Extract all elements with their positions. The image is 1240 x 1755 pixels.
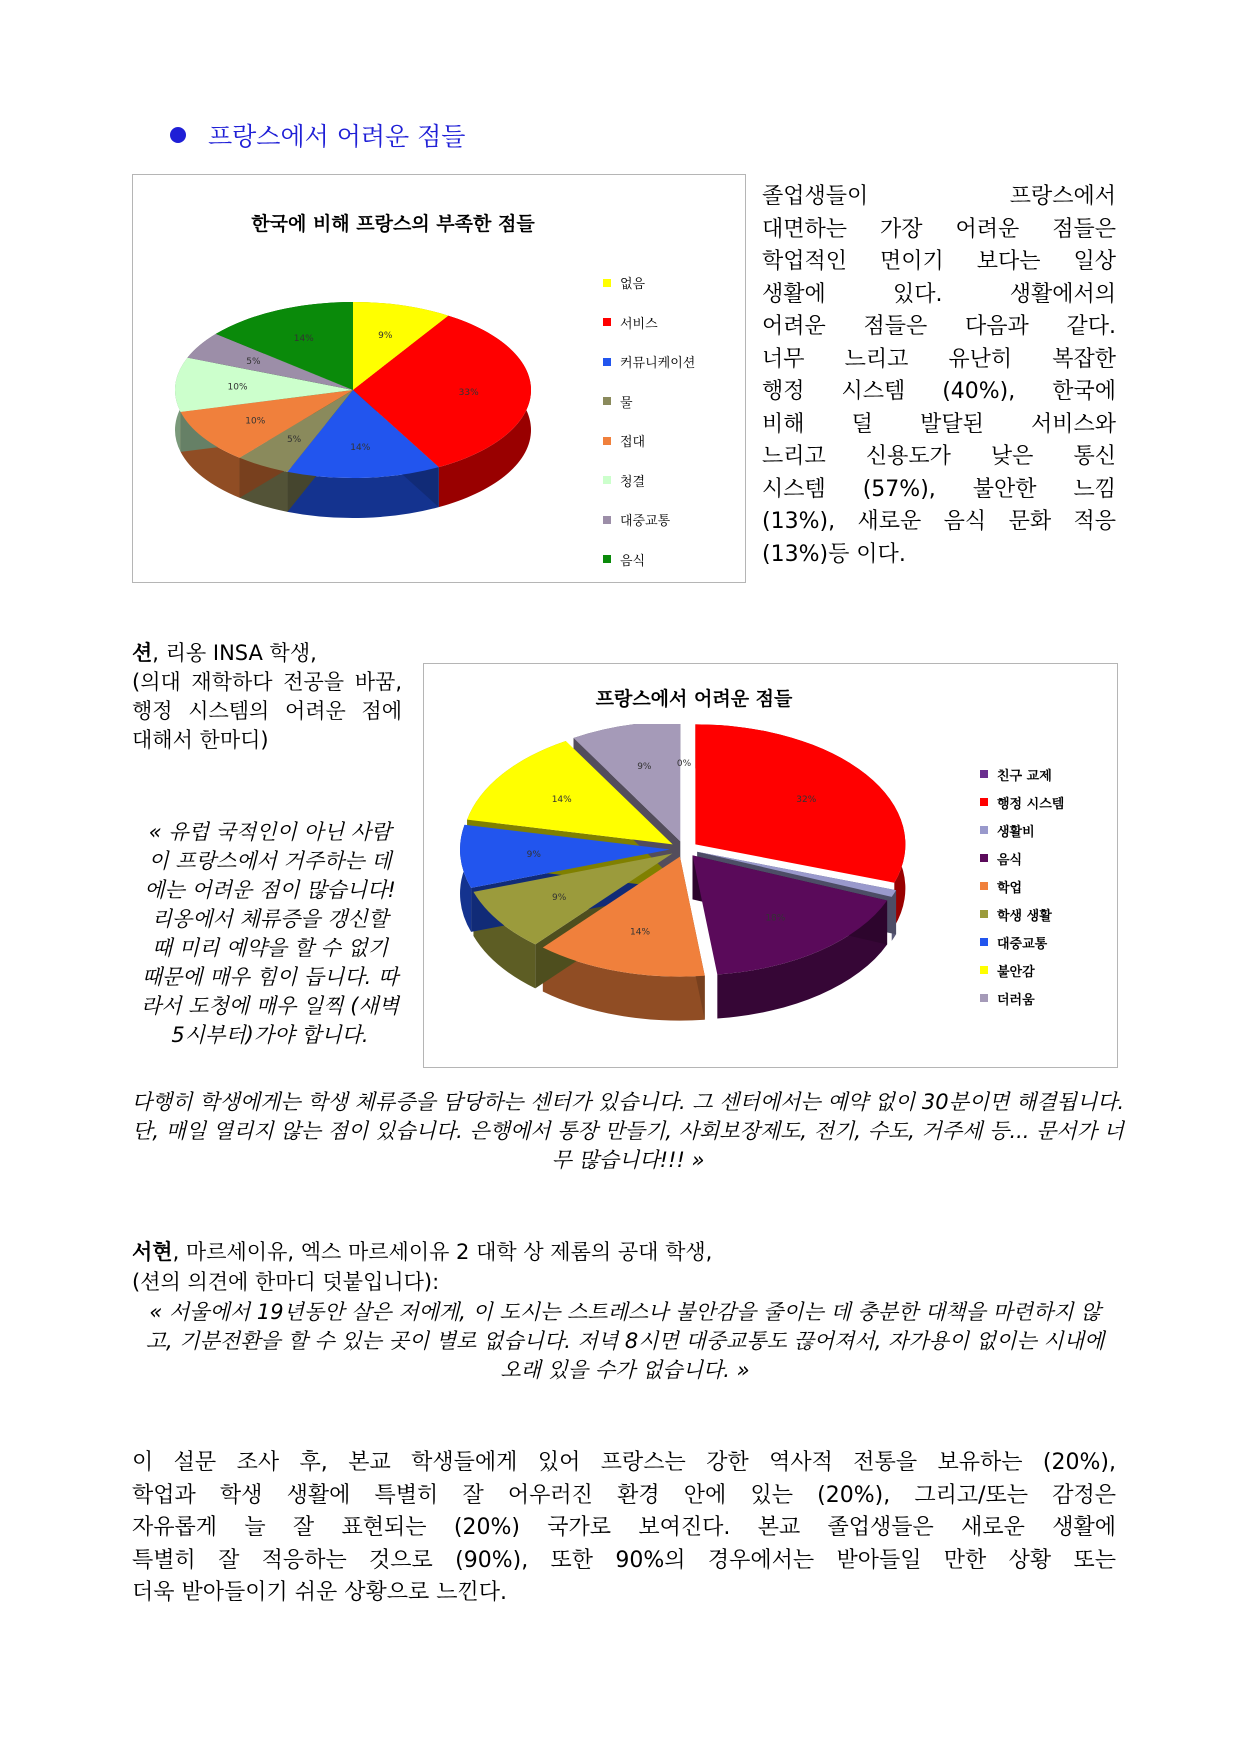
legend-label: 커뮤니케이션 [620,356,696,372]
pie-value-label: 9% [552,893,567,904]
legend-label: 대중교통 [997,936,1048,952]
sean-intro [132,639,412,668]
conclusion-line: 더욱 받아들이기 쉬운 상황으로 느낀다. [132,1580,507,1605]
intro_paragraph-line: 느리고 신용도가 낮은 통신 [762,444,1116,469]
legend-item [603,263,695,303]
legend-swatch [603,358,611,366]
legend-label: 더러움 [997,992,1035,1008]
conclusion-line: 자유롭게 늘 잘 표현되는 (20%) 국가로 보여진다. 본교 졸업생들은 새로운 생활에 [132,1515,1116,1540]
conclusion-line: 학업과 학생 생활에 특별히 잘 어우러진 환경 안에 있는 (20%), 그리고/또는 감정은 [132,1482,1116,1508]
legend-swatch [980,798,988,806]
legend-swatch [980,994,988,1002]
chart-1-legend [603,263,695,579]
sean-name: 션 [132,641,153,665]
seohyun-intro-text: , 마르세이유, 엑스 마르세이유 2 대학 상 제롬의 공대 학생, [172,1240,713,1264]
sean-intro-text: , 리옹 INSA 학생, [152,641,317,665]
pie-value-label: 14% [551,794,572,805]
legend-item [980,928,1064,956]
seohyun-name: 서현 [132,1240,173,1264]
legend-item [603,540,695,580]
section-heading [170,117,465,153]
section-heading-text: 프랑스에서 어려운 점들 [208,122,466,151]
chart-2-title: 프랑스에서 어려운 점들 [595,688,793,710]
pie-value-label: 9% [378,331,393,342]
pie-value-label: 9% [637,762,652,773]
legend-swatch [603,437,611,445]
legend-item [980,956,1064,984]
conclusion-line: 특별히 잘 적응하는 것으로 (90%), 또한 90%의 경우에서는 받아들일 만한 상황 또는 [132,1547,1116,1573]
legend-swatch [980,938,988,946]
sean-quote-continued: 다행히 학생에게는 학생 체류증을 담당하는 센터가 있습니다. 그 센터에서는 예약 없이 30분이면 해결됩니다. 단, 매일 열리지 않는 점이 있습니다. 은행에서 통장 만들기, 사회보장제도, 전기, 수도, 거주세 등... 문서가 너무 많습니다!!! » [131,1090,1125,1172]
bullet-icon [170,127,186,143]
legend-swatch [980,910,988,918]
pie-value-label: 14% [350,443,371,454]
chart-2-pie [434,724,934,1054]
pie-value-label: 10% [227,382,248,393]
legend-label: 없음 [620,277,646,293]
legend-label: 음식 [620,553,646,569]
legend-label: 친구 교제 [997,768,1052,784]
legend-swatch [980,854,988,862]
legend-item [980,816,1064,844]
intro-paragraph [762,181,1116,571]
legend-item [980,844,1064,872]
pie-value-label: 10% [245,416,266,427]
intro_paragraph-line: 대면하는 가장 어려운 점들은 [762,216,1116,242]
legend-item [603,461,695,501]
intro_paragraph-line: 생활에 있다. 생활에서의 [762,281,1116,307]
pie-value-label: 14% [630,927,651,938]
legend-swatch [603,516,611,524]
legend-label: 행정 시스템 [997,796,1065,812]
legend-item [980,984,1064,1012]
intro_paragraph-line: 비해 덜 발달된 서비스와 [762,411,1116,437]
legend-label: 서비스 [620,316,658,332]
intro_paragraph-line: (13%), 새로운 음식 문화 적응 [762,509,1116,534]
legend-item [980,872,1064,900]
legend-swatch [603,555,611,563]
chart-1-title: 한국에 비해 프랑스의 부족한 점들 [251,213,535,235]
seohyun-quote: « 서울에서 19년동안 살은 저에게, 이 도시는 스트레스나 불안감을 줄이는 데 충분한 대책을 마련하지 않고, 기분전환을 할 수 있는 곳이 별로 없습니다. 저녁 8시면 대중교통도 끊어져서, 자가용이 없이는 시내에 오래 있을 수가 없습니다. » [145,1300,1105,1382]
pie-value-label: 18% [765,913,786,924]
sean-description: (의대 재학하다 전공을 바꿈, 행정 시스템의 어려운 점에 대해서 한마디) [132,670,402,752]
legend-label: 물 [620,395,633,411]
legend-swatch [980,826,988,834]
intro_paragraph-line: (13%)등 이다. [762,541,906,567]
intro_paragraph-line: 행정 시스템 (40%), 한국에 [762,379,1116,404]
legend-swatch [980,882,988,890]
legend-label: 학업 [997,880,1023,896]
legend-item [603,303,695,343]
legend-label: 생활비 [997,824,1035,840]
intro_paragraph-line: 어려운 점들은 다음과 같다. [762,314,1116,339]
chart-2-legend [980,760,1064,1012]
pie-value-label: 9% [526,850,541,861]
legend-item [603,500,695,540]
legend-swatch [603,279,611,287]
legend-label: 학생 생활 [997,908,1052,924]
intro_paragraph-line: 졸업생들이 프랑스에서 [762,184,1116,209]
legend-label: 음식 [997,852,1023,868]
legend-label: 불안감 [997,964,1035,980]
chart-1-pie [143,295,543,535]
legend-label: 청결 [620,474,646,490]
legend-swatch [603,397,611,405]
chart-2-frame [423,663,1118,1068]
legend-label: 대중교통 [620,514,671,530]
legend-item [603,421,695,461]
pie-value-label: 14% [293,334,314,345]
intro_paragraph-line: 너무 느리고 유난히 복잡한 [762,346,1116,372]
pie-value-label: 5% [246,356,261,367]
intro_paragraph-line: 학업적인 면이기 보다는 일상 [762,249,1116,274]
legend-swatch [980,966,988,974]
seohyun-description: (션의 의견에 한마디 덧붙입니다): [132,1270,440,1294]
seohyun-intro [132,1238,1132,1267]
legend-item [980,760,1064,788]
pie-value-label: 5% [286,435,302,446]
legend-swatch [980,770,988,778]
legend-swatch [603,476,611,484]
legend-item [603,342,695,382]
conclusion-line: 이 설문 조사 후, 본교 학생들에게 있어 프랑스는 강한 역사적 전통을 보유하는 (20%), [132,1450,1116,1475]
legend-swatch [603,318,611,326]
legend-label: 접대 [620,435,646,451]
intro_paragraph-line: 시스템 (57%), 불안한 느낌 [762,476,1116,502]
pie-value-label: 32% [796,794,817,805]
legend-item [980,900,1064,928]
pie-value-label: 33% [458,387,479,398]
pie-value-label: 0% [676,759,692,769]
chart-1-frame [132,174,746,583]
legend-item [603,382,695,422]
legend-item [980,788,1064,816]
conclusion-paragraph [132,1447,1116,1610]
sean-quote-column: « 유럽 국적인이 아닌 사람이 프랑스에서 거주하는 데에는 어려운 점이 많습니다! 리옹에서 체류증을 갱신할 때 미리 예약을 할 수 없기 때문에 매우 힘이 듭니다. 따라서 도청에 매우 일찍 (새벽 5시부터)가야 합니다. [140,820,400,1047]
